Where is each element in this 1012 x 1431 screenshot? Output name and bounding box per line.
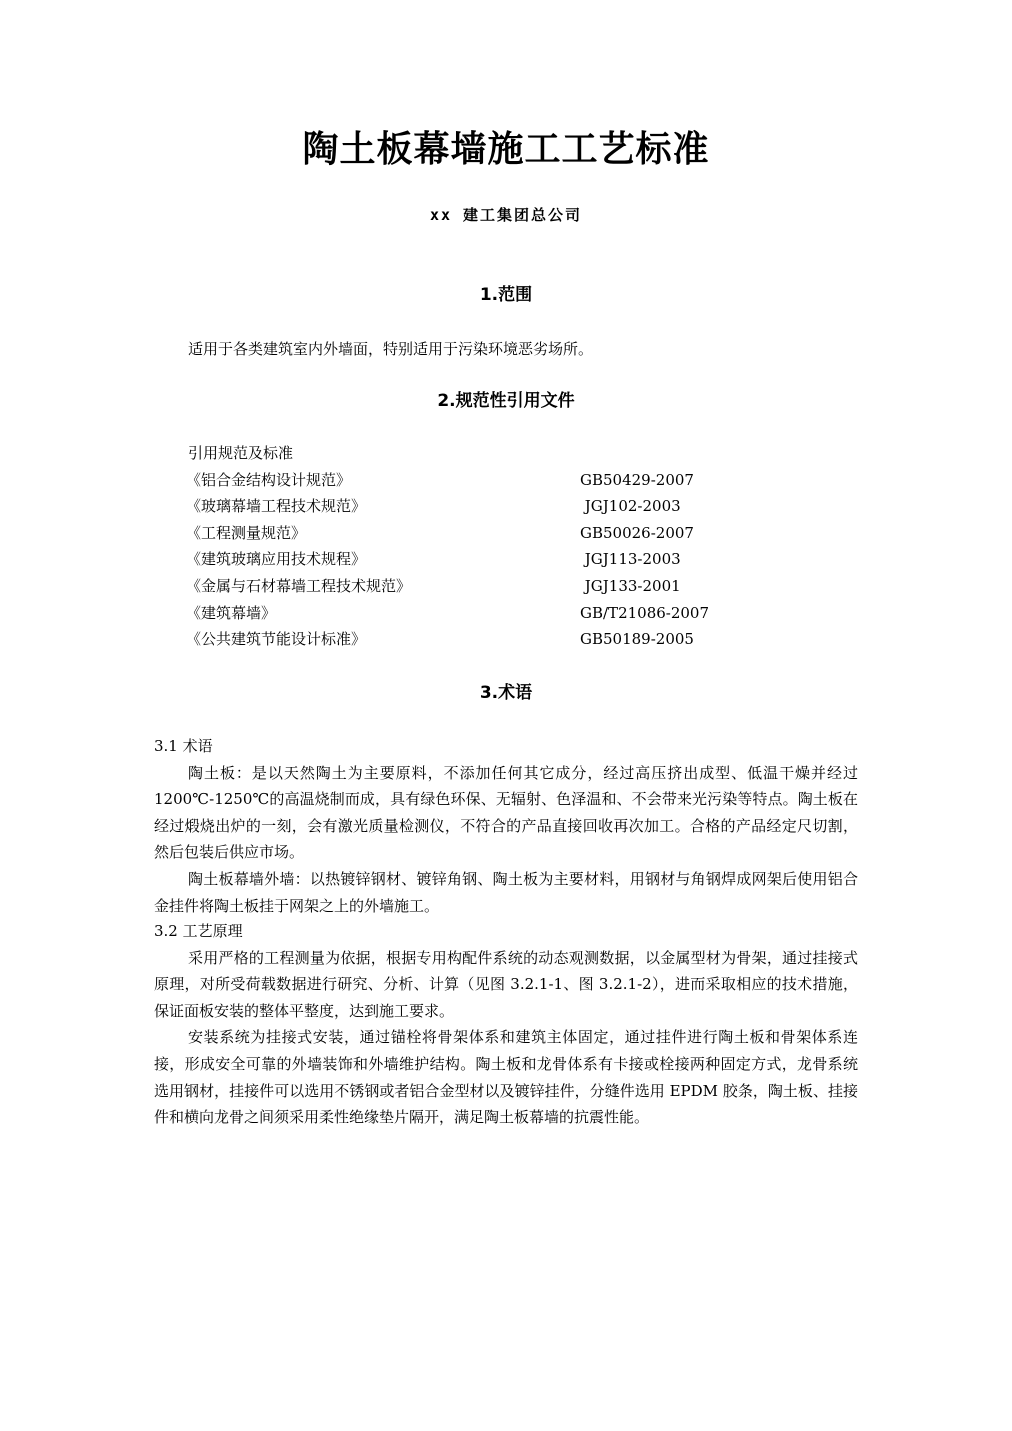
subsection-heading-principle: 3.2 工艺原理 bbox=[154, 922, 243, 940]
reference-code: GB50026-2007 bbox=[580, 523, 694, 542]
reference-item bbox=[186, 573, 706, 600]
reference-item bbox=[186, 520, 706, 547]
reference-code: JGJ102-2003 bbox=[580, 497, 681, 516]
document-title: 陶土板幕墙施工工艺标准 bbox=[302, 129, 710, 170]
paragraph-terracotta-curtain-wall: 陶土板幕墙外墙：以热镀锌钢材、镀锌角钢、陶土板为主要材料，用钢材与角钢焊成网架后使用铝合金挂件将陶土板挂于网架之上的外墙施工。 bbox=[154, 870, 858, 915]
reference-name: 《铝合金结构设计规范》 bbox=[186, 470, 352, 489]
subsection-heading-terms: 3.1 术语 bbox=[154, 737, 213, 755]
reference-code: JGJ113-2003 bbox=[580, 550, 681, 569]
reference-list bbox=[186, 467, 710, 653]
reference-item bbox=[186, 600, 710, 627]
reference-code: GB50429-2007 bbox=[580, 470, 694, 489]
reference-item bbox=[186, 626, 706, 653]
reference-name: 《金属与石材幕墙工程技术规范》 bbox=[186, 576, 412, 595]
reference-code: GB50189-2005 bbox=[580, 630, 694, 649]
paragraph-process-principle: 采用严格的工程测量为依据，根据专用构配件系统的动态观测数据，以金属型材为骨架，通过挂接式原理，对所受荷载数据进行研究、分析、计算（见图 3.2.1-1、图 3.2.1-2），进而采取相应的技术措施，保证面板安装的整体平整度，达到施工要求。 bbox=[154, 948, 858, 1020]
reference-name: 《玻璃幕墙工程技术规范》 bbox=[186, 497, 367, 516]
reference-item bbox=[186, 467, 706, 494]
reference-name: 《建筑玻璃应用技术规程》 bbox=[186, 550, 367, 569]
reference-item bbox=[186, 493, 706, 520]
paragraph-installation-system: 安装系统为挂接式安装，通过锚栓将骨架体系和建筑主体固定，通过挂件进行陶土板和骨架体系连接，形成安全可靠的外墙装饰和外墙维护结构。陶土板和龙骨体系有卡接或栓接两种固定方式，龙骨系统选用钢材，挂接件可以选用不锈钢或者铝合金型材以及镀锌挂件，分缝件选用 EPDM 胶条，陶土板、挂接件和横向龙骨之间须采用柔性绝缘垫片隔开，满足陶土板幕墙的抗震性能。 bbox=[154, 1028, 858, 1127]
section-heading-terms: 3.术语 bbox=[479, 683, 533, 703]
company-name: xx 建工集团总公司 bbox=[429, 206, 583, 224]
scope-text: 适用于各类建筑室内外墙面，特别适用于污染环境恶劣场所。 bbox=[188, 340, 594, 358]
section-heading-scope: 1.范围 bbox=[479, 285, 533, 305]
reference-code: GB/T21086-2007 bbox=[580, 603, 710, 622]
reference-name: 《建筑幕墙》 bbox=[186, 603, 277, 622]
reference-name: 《公共建筑节能设计标准》 bbox=[186, 630, 367, 649]
reference-code: JGJ133-2001 bbox=[580, 576, 681, 595]
reference-name: 《工程测量规范》 bbox=[186, 523, 307, 542]
paragraph-terracotta-panel: 陶土板：是以天然陶土为主要原料，不添加任何其它成分，经过高压挤出成型、低温干燥并经过 1200℃-1250℃的高温烧制而成，具有绿色环保、无辐射、色泽温和、不会带来光污染等特点。陶土板在经过煅烧出炉的一刻，会有激光质量检测仪，不符合的产品直接回收再次加工。合格的产品经定尺切割，然后包装后供应市场。 bbox=[154, 763, 858, 862]
reference-item bbox=[186, 546, 706, 573]
section-heading-references: 2.规范性引用文件 bbox=[437, 391, 575, 411]
references-intro: 引用规范及标准 bbox=[188, 444, 294, 462]
